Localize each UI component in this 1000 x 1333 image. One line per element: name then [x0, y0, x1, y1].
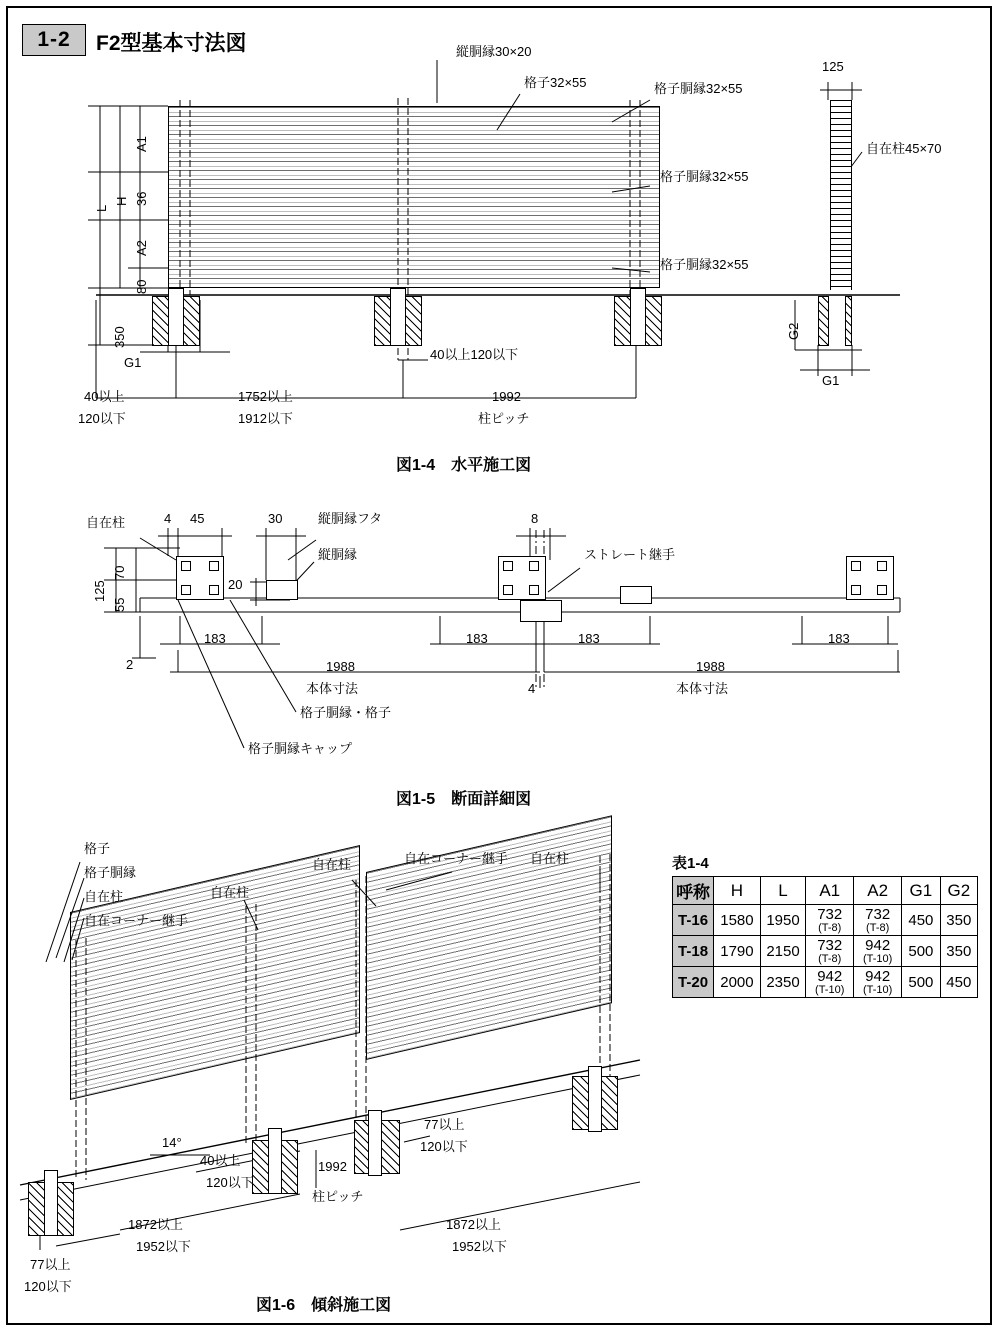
table-row [673, 905, 978, 936]
cell-H: 2000 [714, 967, 761, 998]
fig15-dim-183-1: 183 [204, 631, 226, 646]
fig14-dim-G1-side: G1 [822, 373, 840, 388]
cell-A2-value: 732 [865, 906, 891, 923]
fig16-label-koushi: 格子 [84, 841, 111, 856]
fig15-dim-183-3: 183 [578, 631, 600, 646]
section-number: 1-2 [22, 24, 86, 56]
fig15-dim-183-4: 183 [828, 631, 850, 646]
cell-G1: 450 [902, 905, 941, 936]
fig16-dim-1952-a: 1952以下 [136, 1239, 191, 1254]
table-header-row [673, 877, 978, 905]
cell-A1-value: 732 [817, 937, 843, 954]
cell-A1 [806, 936, 854, 967]
spec-table [672, 876, 978, 998]
fig14-dim-G2: G2 [786, 322, 801, 340]
cell-G2: 350 [940, 936, 977, 967]
fig16-caption: 図1-6 傾斜施工図 [256, 1297, 392, 1314]
fig16-post-embed-4 [588, 1066, 602, 1132]
fig15-label-honntai-2: 本体寸法 [676, 681, 729, 696]
cell-A2 [854, 905, 902, 936]
fig15-dim-1988-2: 1988 [696, 659, 725, 674]
fig14-dim-A1: A1 [134, 136, 149, 152]
fig14-caption: 図1-4 水平施工図 [396, 457, 532, 474]
cell-G1: 500 [902, 936, 941, 967]
table-col-A2: A2 [854, 877, 902, 905]
fig16-angle: 14° [162, 1135, 182, 1150]
cell-H: 1790 [714, 936, 761, 967]
fig16-label-corner-1: 自在コーナー継手 [84, 913, 189, 928]
fig15-label-straight-joint: ストレート継手 [584, 547, 676, 562]
fig15-dim-30: 30 [268, 511, 283, 526]
cell-G1: 500 [902, 967, 941, 998]
fig16-dim-1872-b: 1872以上 [446, 1217, 501, 1232]
fig16-dim-120-c: 120以下 [24, 1279, 72, 1294]
fig14-dim-350: 350 [112, 326, 127, 348]
cell-G2: 450 [940, 967, 977, 998]
fig14-callout-douen-3: 格子胴縁32×55 [660, 257, 749, 272]
cell-A1 [806, 905, 854, 936]
fig14-dim-span1-bottom: 1912以下 [238, 411, 293, 426]
fig16-dim-1992: 1992 [318, 1159, 347, 1174]
fig14-dim-span1-top: 1752以上 [238, 389, 293, 404]
cell-A1-value: 732 [817, 906, 843, 923]
cell-A2 [854, 936, 902, 967]
fig15-dim-125: 125 [92, 580, 107, 602]
cell-A2-value: 942 [865, 937, 891, 954]
fig15-dim-4: 4 [164, 511, 172, 526]
fig14-dim-left-top: 40以上 [84, 389, 125, 404]
cell-H: 1580 [714, 905, 761, 936]
cell-G2: 350 [940, 905, 977, 936]
cell-A1-value: 942 [817, 968, 843, 985]
cell-A1-sub: (T-8) [818, 922, 842, 934]
fig16-pitch: 柱ピッチ [312, 1189, 364, 1204]
fig15-dim-1988-1: 1988 [326, 659, 355, 674]
fig16-post-embed-3 [368, 1110, 382, 1176]
fig16-dim-120-a: 120以下 [206, 1175, 254, 1190]
fig14-dim-L: L [94, 204, 109, 212]
cell-A1 [806, 967, 854, 998]
fig15-label-futa: 縦胴縁フタ [318, 511, 383, 526]
fig15-label-honntai-1: 本体寸法 [306, 681, 359, 696]
fig14-callout-tatedouen: 縦胴縁30×20 [456, 44, 532, 59]
fig15-dim-20: 20 [228, 577, 243, 592]
table-col-A1: A1 [806, 877, 854, 905]
fig14-dim-A2: A2 [134, 240, 149, 256]
cell-A2 [854, 967, 902, 998]
fig15-label-tatedouen: 縦胴縁 [318, 547, 358, 562]
fig16-label-jizai-4: 自在柱 [530, 851, 570, 866]
fig16-label-jizai-3: 自在柱 [312, 857, 352, 872]
fig16-label-koushi-douen: 格子胴縁 [84, 865, 137, 880]
fig16-dim-120-b: 120以下 [420, 1139, 468, 1154]
cell-A2-sub: (T-10) [862, 984, 893, 996]
cell-name: T-20 [673, 967, 714, 998]
fig15-dim-2: 2 [126, 657, 134, 672]
cell-A1-sub: (T-8) [818, 953, 842, 965]
fig16-dim-40: 40以上 [200, 1153, 241, 1168]
fig15-label-koushi-douen: 格子胴縁・格子 [300, 705, 392, 720]
cell-name: T-16 [673, 905, 714, 936]
cell-L: 2150 [760, 936, 805, 967]
fig16-label-jizai-2: 自在柱 [210, 885, 250, 900]
fig16-dim-77-b: 77以上 [30, 1257, 71, 1272]
fig16-label-jizai-1: 自在柱 [84, 889, 124, 904]
fig14-dim-H: H [114, 196, 129, 206]
fig14-dim-80: 80 [134, 279, 149, 294]
fig14-callout-koushi: 格子32×55 [524, 75, 587, 90]
page-title: F2型基本寸法図 [96, 32, 247, 55]
cell-A2-sub: (T-10) [862, 953, 893, 965]
table-col-G2: G2 [940, 877, 977, 905]
fig14-callout-douen-2: 格子胴縁32×55 [660, 169, 749, 184]
fig14-dim-125: 125 [822, 59, 844, 74]
fig15-dim-55: 55 [112, 597, 127, 612]
fig14-dim-gap-note: 40以上120以下 [430, 347, 519, 362]
cell-L: 2350 [760, 967, 805, 998]
table-row [673, 936, 978, 967]
fig15-dim-45: 45 [190, 511, 205, 526]
fig14-callout-douen-1: 格子胴縁32×55 [654, 81, 743, 96]
cell-name: T-18 [673, 936, 714, 967]
cell-L: 1950 [760, 905, 805, 936]
fig15-dim-4-center: 4 [528, 681, 536, 696]
fig16-dim-1952-b: 1952以下 [452, 1239, 507, 1254]
fig15-label-jizai: 自在柱 [86, 515, 126, 530]
table-col-G1: G1 [902, 877, 941, 905]
fig14-dim-left-bottom: 120以下 [78, 411, 126, 426]
fig15-dim-8: 8 [531, 511, 539, 526]
fig14-callout-jizai: 自在柱45×70 [866, 141, 942, 156]
fig15-caption: 図1-5 断面詳細図 [396, 791, 532, 808]
fig16-dim-1872-a: 1872以上 [128, 1217, 183, 1232]
fig16-dim-77-a: 77以上 [424, 1117, 465, 1132]
fig14-dim-36: 36 [134, 191, 149, 206]
cell-A2-value: 942 [865, 968, 891, 985]
table-row [673, 967, 978, 998]
fig15-label-cap: 格子胴縁キャップ [248, 741, 353, 756]
fig14-dim-span2: 1992 [492, 389, 521, 404]
table-col-H: H [714, 877, 761, 905]
table-col-name: 呼称 [673, 877, 714, 905]
table-caption: 表1-4 [672, 855, 709, 872]
fig15-dim-70: 70 [112, 565, 127, 580]
fig16-post-embed-1 [44, 1170, 58, 1236]
fig15-dim-183-2: 183 [466, 631, 488, 646]
fig16-label-corner-2: 自在コーナー継手 [404, 851, 509, 866]
cell-A2-sub: (T-8) [866, 922, 890, 934]
cell-A1-sub: (T-10) [815, 984, 845, 996]
fig14-dim-G1: G1 [124, 355, 142, 370]
fig14-dim-span2-label: 柱ピッチ [478, 411, 530, 426]
table-col-L: L [760, 877, 805, 905]
fig16-post-embed-2 [268, 1128, 282, 1194]
